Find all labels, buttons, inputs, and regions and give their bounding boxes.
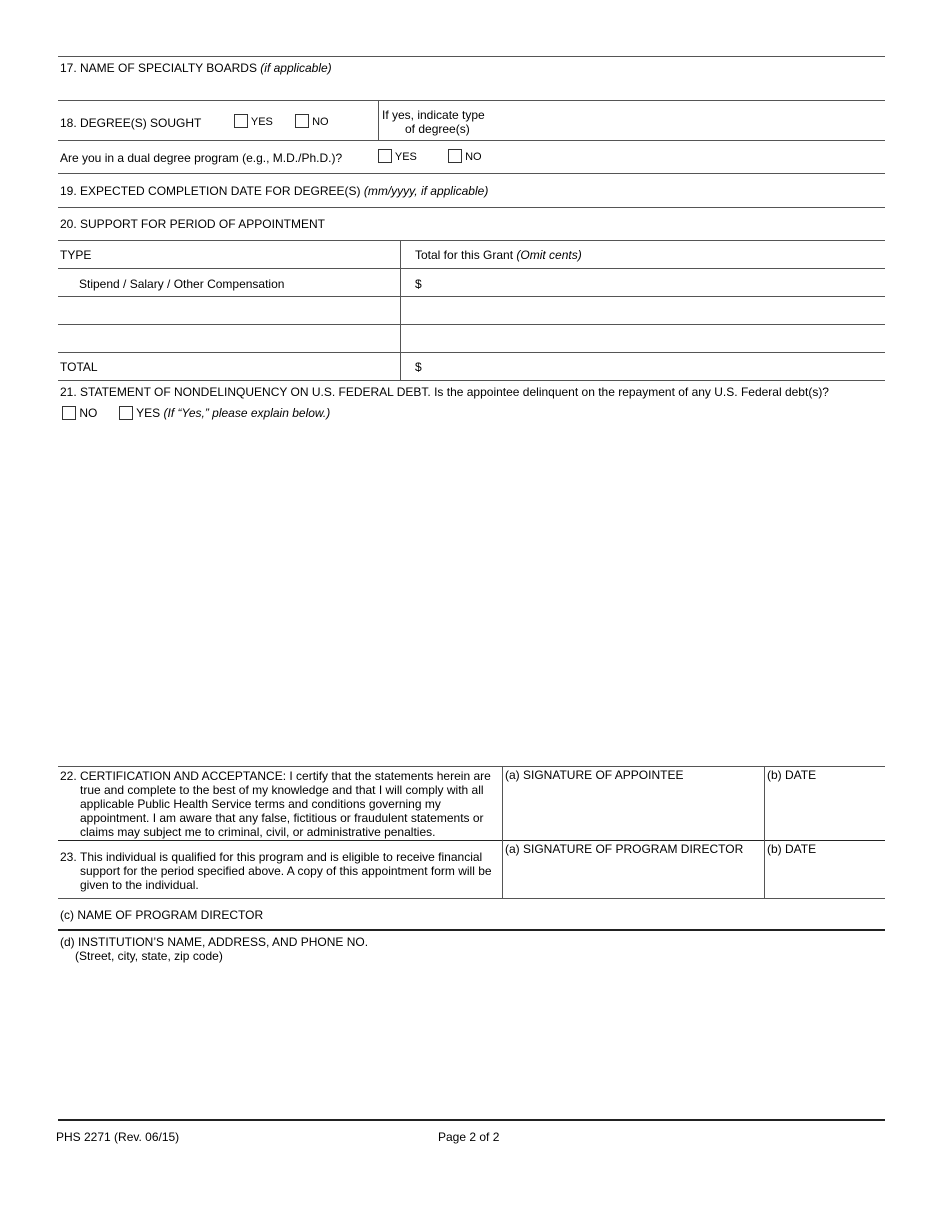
q22-signature-label: (a) SIGNATURE OF APPOINTEE <box>505 768 684 782</box>
rule-row2-bottom <box>58 324 885 325</box>
q18-no-option[interactable]: NO <box>295 114 329 129</box>
support-row1-type: Stipend / Salary / Other Compensation <box>79 277 285 291</box>
dual-yes-checkbox[interactable] <box>378 149 392 163</box>
q22-signature-field[interactable] <box>505 784 761 838</box>
rule-footer <box>58 1119 885 1121</box>
rule-row1-bottom <box>58 296 885 297</box>
q18-degree-type-field[interactable] <box>500 102 884 138</box>
q21-yes-checkbox[interactable] <box>119 406 133 420</box>
page-number: Page 2 of 2 <box>438 1130 500 1144</box>
program-director-label: (c) NAME OF PROGRAM DIRECTOR <box>60 908 264 922</box>
rule-q22-top <box>58 766 885 767</box>
q18-type-line1: If yes, indicate type <box>382 108 485 122</box>
q22-certification-text: CERTIFICATION AND ACCEPTANCE: I certify that the statements herein are true and complete to the best of my knowledge and that I will comply with all applicable Public Health Service terms and conditions governing my appointment. I am aware that any false, fictitious or fraudulent statements or claims may subject me to criminal, civil, or administrative penalties. <box>80 769 491 839</box>
q22-number: 22. <box>60 769 77 783</box>
rule-q19-bottom <box>58 207 885 208</box>
divider-cert-signature <box>502 766 503 898</box>
institution-label: (d) INSTITUTION’S NAME, ADDRESS, AND PHONE NO. <box>60 935 369 949</box>
q21-no-option[interactable]: NO <box>62 406 97 420</box>
divider-support-table <box>400 240 401 380</box>
support-row1-amount: $ <box>415 277 422 291</box>
dual-no-checkbox[interactable] <box>448 149 462 163</box>
rule-q18-bottom <box>58 140 885 141</box>
q23-qualification-text: This individual is qualified for this program and is eligible to receive financial support for the period specified above. A copy of this appointment form will be given to the individual. <box>80 850 492 892</box>
q21-explanation-area[interactable] <box>60 428 883 758</box>
support-col-total: Total for this Grant (Omit cents) <box>415 248 582 262</box>
support-row2-amount-field[interactable] <box>402 298 883 322</box>
q23-date-label: (b) DATE <box>767 842 817 856</box>
q18-type-line2: of degree(s) <box>405 122 470 136</box>
support-total-label: TOTAL <box>60 360 98 374</box>
form-number: PHS 2271 (Rev. 06/15) <box>56 1130 180 1144</box>
q19-label: 19. EXPECTED COMPLETION DATE FOR DEGREE(S) (mm/yyyy, if applicable) <box>60 184 489 198</box>
q21-no-checkbox[interactable] <box>62 406 76 420</box>
dual-no-option[interactable]: NO <box>448 149 482 164</box>
q18-label: 18. DEGREE(S) SOUGHT <box>60 116 202 130</box>
rule-q23-bottom <box>58 898 885 899</box>
rule-q20-bottom <box>58 240 885 241</box>
dual-degree-label: Are you in a dual degree program (e.g., M.D./Ph.D.)? <box>60 151 343 165</box>
q20-label: 20. SUPPORT FOR PERIOD OF APPOINTMENT <box>60 217 325 231</box>
rule-top <box>58 56 885 57</box>
support-row3-amount-field[interactable] <box>402 326 883 350</box>
support-row2-type-field[interactable] <box>60 298 398 322</box>
q23-date-field[interactable] <box>767 858 883 896</box>
q21-label: 21. STATEMENT OF NONDELINQUENCY ON U.S. FEDERAL DEBT. Is the appointee delinquent on the repayment of any U.S. Federal debt(s)? <box>60 385 829 399</box>
dual-yes-option[interactable]: YES <box>378 149 417 164</box>
q22-date-field[interactable] <box>767 784 883 838</box>
q21-yes-option[interactable]: YES (If “Yes,” please explain below.) <box>119 406 330 420</box>
q23-number: 23. <box>60 850 77 864</box>
q23-signature-label: (a) SIGNATURE OF PROGRAM DIRECTOR <box>505 842 744 856</box>
rule-total-bottom <box>58 380 885 381</box>
q22-date-label: (b) DATE <box>767 768 817 782</box>
rule-director-bottom <box>58 929 885 931</box>
q17-label: 17. NAME OF SPECIALTY BOARDS (if applicable) <box>60 61 332 75</box>
q18-yes-option[interactable]: YES <box>234 114 273 129</box>
rule-dual-bottom <box>58 173 885 174</box>
support-total-amount: $ <box>415 360 422 374</box>
divider-q18 <box>378 100 379 140</box>
program-director-field[interactable] <box>280 902 883 926</box>
rule-q23-top <box>58 840 885 841</box>
institution-sublabel: (Street, city, state, zip code) <box>75 949 223 963</box>
rule-q18-top <box>58 100 885 101</box>
support-row3-type-field[interactable] <box>60 326 398 350</box>
support-col-type: TYPE <box>60 248 92 262</box>
support-total-amount-field[interactable] <box>425 354 883 378</box>
q23-signature-field[interactable] <box>505 858 761 896</box>
divider-cert-date <box>764 766 765 898</box>
support-row1-amount-field[interactable] <box>425 270 883 294</box>
rule-header-bottom <box>58 268 885 269</box>
rule-row3-bottom <box>58 352 885 353</box>
institution-field[interactable] <box>60 966 883 1112</box>
q18-yes-checkbox[interactable] <box>234 114 248 128</box>
q18-no-checkbox[interactable] <box>295 114 309 128</box>
